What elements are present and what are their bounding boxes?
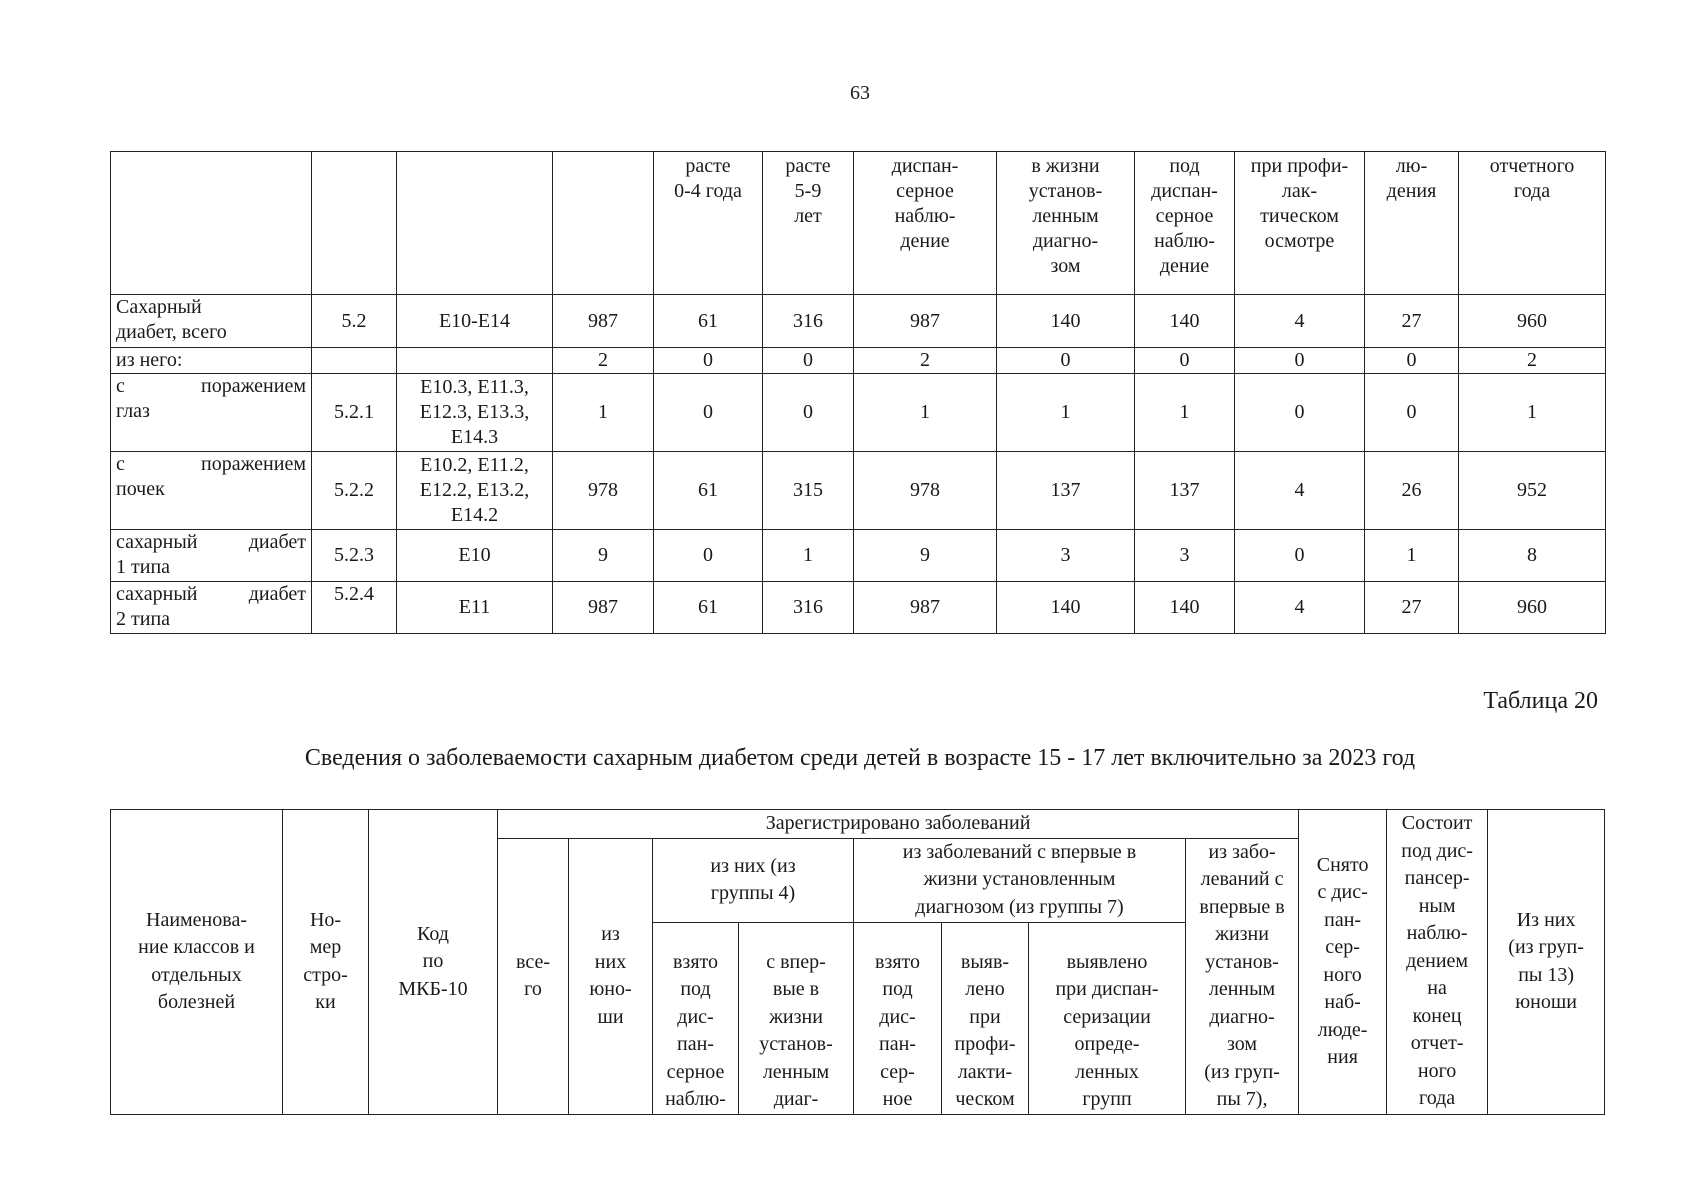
value-cell: 0 — [654, 530, 763, 582]
row-name: Сахарный диабет, всего — [111, 295, 312, 348]
row-code: E11 — [397, 582, 553, 634]
value-cell: 1 — [854, 374, 997, 452]
group7-header: из заболеваний с впервые в жизни установленным диагнозом (из группы 7) — [854, 838, 1186, 923]
table-row — [111, 452, 1606, 530]
value-cell: 1 — [1459, 374, 1606, 452]
value-cell: 2 — [854, 348, 997, 374]
header-cell: в жизни установ- ленным диагно- зом — [997, 152, 1135, 295]
value-cell: 0 — [1235, 530, 1365, 582]
value-cell: 0 — [763, 374, 854, 452]
table-row — [111, 530, 1606, 582]
value-cell: 960 — [1459, 295, 1606, 348]
diabetes-table-continued — [110, 151, 1606, 634]
value-cell: 0 — [1135, 348, 1235, 374]
header-cell: расте 0-4 года — [654, 152, 763, 295]
value-cell: 4 — [1235, 452, 1365, 530]
value-cell: 1 — [1365, 530, 1459, 582]
value-cell: 0 — [997, 348, 1135, 374]
value-cell: 4 — [1235, 582, 1365, 634]
value-cell: 8 — [1459, 530, 1606, 582]
row-code: E10.2, E11.2, E12.2, E13.2, E14.2 — [397, 452, 553, 530]
value-cell: 316 — [763, 295, 854, 348]
table-title: Сведения о заболеваемости сахарным диабетом среди детей в возрасте 15 - 17 лет включительно за 2023 год — [304, 745, 1416, 771]
value-cell: 140 — [1135, 295, 1235, 348]
row-code: E10-E14 — [397, 295, 553, 348]
value-cell: 1 — [1135, 374, 1235, 452]
value-cell: 0 — [1365, 374, 1459, 452]
value-cell: 140 — [1135, 582, 1235, 634]
value-cell: 3 — [1135, 530, 1235, 582]
table-row — [111, 295, 1606, 348]
value-cell: 2 — [1459, 348, 1606, 374]
first-time-boys-header: из забо- леваний с впервые в жизни установ- ленным диагно- зом (из груп- пы 7), — [1186, 838, 1299, 1114]
header-cell — [553, 152, 654, 295]
table-caption: Таблица 20 — [1483, 688, 1598, 714]
value-cell: 137 — [997, 452, 1135, 530]
taken-header: взято под дис- пан- серное наблю- — [653, 923, 739, 1114]
row-code — [397, 348, 553, 374]
value-cell: 0 — [654, 374, 763, 452]
col-name-header: Наименова- ние классов и отдельных болезней — [111, 810, 283, 1115]
removed-header: Снято с дис- пан- сер- ного наб- люде- ния — [1299, 810, 1387, 1115]
value-cell: 952 — [1459, 452, 1606, 530]
value-cell: 61 — [654, 295, 763, 348]
header-cell: лю- дения — [1365, 152, 1459, 295]
value-cell: 61 — [654, 582, 763, 634]
row-number — [312, 348, 397, 374]
registered-end-header: Состоит под дис- пансер- ным наблю- дением на конец отчет- ного года — [1387, 810, 1488, 1115]
table-row — [111, 348, 1606, 374]
detected-prof-header: выяв- лено при профи- лакти- ческом — [942, 923, 1029, 1114]
value-cell: 978 — [854, 452, 997, 530]
col-num-header: Но- мер стро- ки — [283, 810, 369, 1115]
header-cell: отчетного года — [1459, 152, 1606, 295]
first-time-header: с впер- вые в жизни установ- ленным диаг- — [739, 923, 854, 1114]
diabetes-table-15-17 — [110, 809, 1605, 1115]
value-cell: 3 — [997, 530, 1135, 582]
row-name: с поражением почек — [111, 452, 312, 530]
value-cell: 987 — [854, 295, 997, 348]
value-cell: 27 — [1365, 295, 1459, 348]
total-header: все- го — [498, 838, 569, 1114]
row-code: E10.3, E11.3, E12.3, E13.3, E14.3 — [397, 374, 553, 452]
value-cell: 2 — [553, 348, 654, 374]
header-cell — [312, 152, 397, 295]
page-number: 63 — [850, 82, 870, 104]
value-cell: 27 — [1365, 582, 1459, 634]
value-cell: 0 — [1235, 374, 1365, 452]
value-cell: 137 — [1135, 452, 1235, 530]
table-row — [111, 374, 1606, 452]
row-code: E10 — [397, 530, 553, 582]
group4-header: из них (из группы 4) — [653, 838, 854, 923]
value-cell: 0 — [1365, 348, 1459, 374]
row-name: из него: — [111, 348, 312, 374]
boys13-header: Из них (из груп- пы 13) юноши — [1488, 810, 1605, 1115]
row-number: 5.2 — [312, 295, 397, 348]
value-cell: 987 — [553, 295, 654, 348]
value-cell: 978 — [553, 452, 654, 530]
value-cell: 4 — [1235, 295, 1365, 348]
row-number: 5.2.3 — [312, 530, 397, 582]
header-cell: при профи- лак- тическом осмотре — [1235, 152, 1365, 295]
header-cell: диспан- серное наблю- дение — [854, 152, 997, 295]
table-row — [111, 582, 1606, 634]
value-cell: 9 — [854, 530, 997, 582]
value-cell: 987 — [854, 582, 997, 634]
header-cell: под диспан- серное наблю- дение — [1135, 152, 1235, 295]
boys-header: из них юно- ши — [569, 838, 653, 1114]
value-cell: 1 — [553, 374, 654, 452]
value-cell: 1 — [997, 374, 1135, 452]
row-name: сахарный диабет 1 типа — [111, 530, 312, 582]
value-cell: 0 — [1235, 348, 1365, 374]
row-number: 5.2.2 — [312, 452, 397, 530]
value-cell: 140 — [997, 295, 1135, 348]
detected-disp-header: выявлено при диспан- серизации опреде- ленных групп — [1029, 923, 1186, 1114]
taken7-header: взято под дис- пан- сер- ное — [854, 923, 942, 1114]
value-cell: 140 — [997, 582, 1135, 634]
table-header-row — [111, 152, 1606, 295]
value-cell: 26 — [1365, 452, 1459, 530]
col-code-header: Код по МКБ-10 — [369, 810, 498, 1115]
value-cell: 0 — [654, 348, 763, 374]
header-cell — [111, 152, 312, 295]
value-cell: 315 — [763, 452, 854, 530]
value-cell: 960 — [1459, 582, 1606, 634]
value-cell: 61 — [654, 452, 763, 530]
value-cell: 1 — [763, 530, 854, 582]
value-cell: 987 — [553, 582, 654, 634]
registered-header: Зарегистрировано заболеваний — [498, 810, 1299, 839]
row-number: 5.2.4 — [312, 582, 397, 634]
row-name: сахарный диабет 2 типа — [111, 582, 312, 634]
header-cell — [397, 152, 553, 295]
value-cell: 0 — [763, 348, 854, 374]
header-cell: расте 5-9 лет — [763, 152, 854, 295]
value-cell: 316 — [763, 582, 854, 634]
row-name: с поражением глаз — [111, 374, 312, 452]
value-cell: 9 — [553, 530, 654, 582]
row-number: 5.2.1 — [312, 374, 397, 452]
